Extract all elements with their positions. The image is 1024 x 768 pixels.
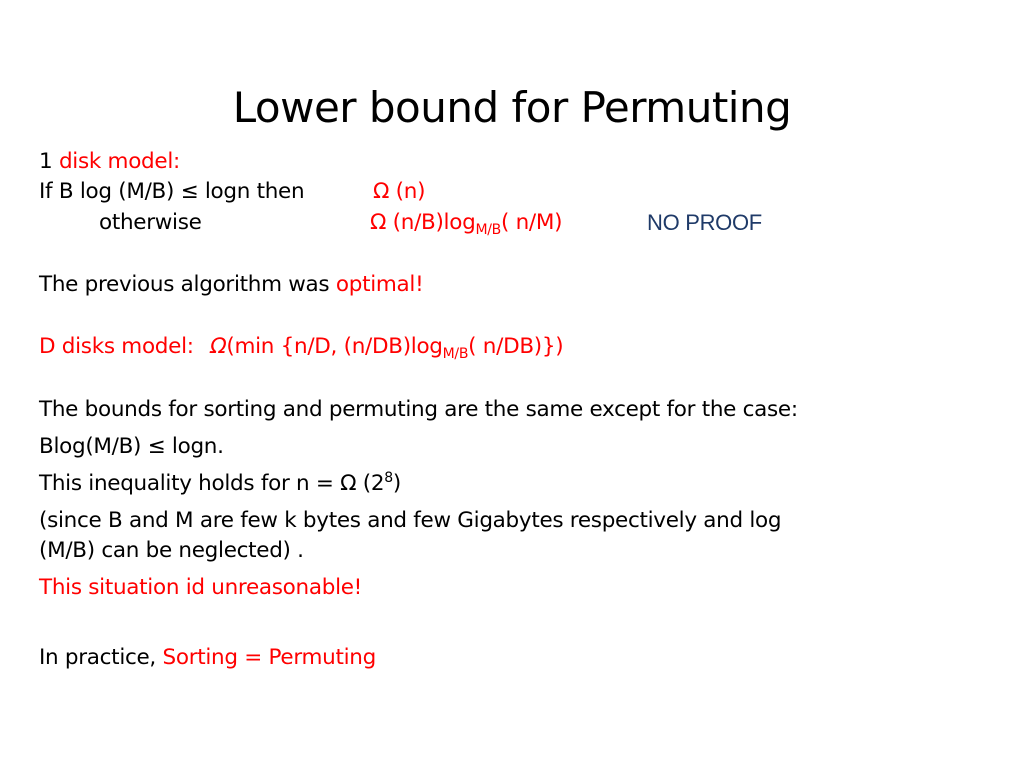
d-disks-bound-sub: M/B: [442, 346, 469, 362]
no-proof-note: NO PROOF: [647, 210, 762, 235]
bounds-line-3-sup: 8: [384, 470, 393, 486]
disk-model-otherwise-line: [39, 209, 1024, 237]
bounds-line-6: This situation id unreasonable!: [39, 575, 362, 600]
disk-model-number: 1: [39, 149, 53, 174]
bounds-line-4: (since B and M are few k bytes and few Gigabytes respectively and log: [39, 508, 782, 533]
bounds-line-3: [39, 470, 401, 498]
d-disks-bound-pre: (min {n/D, (n/DB)log: [226, 334, 443, 359]
practice-text: In practice,: [39, 645, 163, 670]
disk-model-label: disk model:: [58, 149, 180, 174]
otherwise-bound-sub: M/B: [475, 222, 501, 238]
bounds-line-3-pre: This inequality holds for n = Ω (2: [39, 471, 385, 496]
disk-model-otherwise-text: otherwise: [99, 210, 202, 235]
practice-line: [39, 644, 376, 672]
slide-title: Lower bound for Permuting: [232, 83, 792, 132]
d-disks-bound-post: ( n/DB)}): [468, 334, 564, 359]
d-disks-line: [39, 333, 563, 361]
omega-symbol: Ω: [210, 334, 227, 359]
practice-emph: Sorting = Permuting: [162, 645, 376, 670]
bounds-line-3-post: ): [392, 471, 401, 496]
bounds-line-5: (M/B) can be neglected) .: [39, 538, 304, 563]
disk-model-if-bound: Ω (n): [373, 179, 426, 204]
disk-model-if-text: If B log (M/B) ≤ logn then: [39, 179, 305, 204]
otherwise-bound-post: ( n/M): [500, 210, 563, 235]
bounds-line-2: Blog(M/B) ≤ logn.: [39, 434, 224, 459]
previous-algorithm-text: The previous algorithm was: [39, 272, 336, 297]
disk-model-heading: [39, 148, 180, 176]
disk-model-if-line: [39, 178, 1024, 206]
otherwise-bound-pre: Ω (n/B)log: [370, 210, 476, 235]
optimal-emph: optimal!: [335, 272, 424, 297]
d-disks-label: D disks model:: [39, 334, 194, 359]
bounds-line-1: The bounds for sorting and permuting are the same except for the case:: [39, 397, 798, 422]
previous-algorithm-line: [39, 271, 423, 299]
disk-model-otherwise-bound: [370, 209, 562, 237]
